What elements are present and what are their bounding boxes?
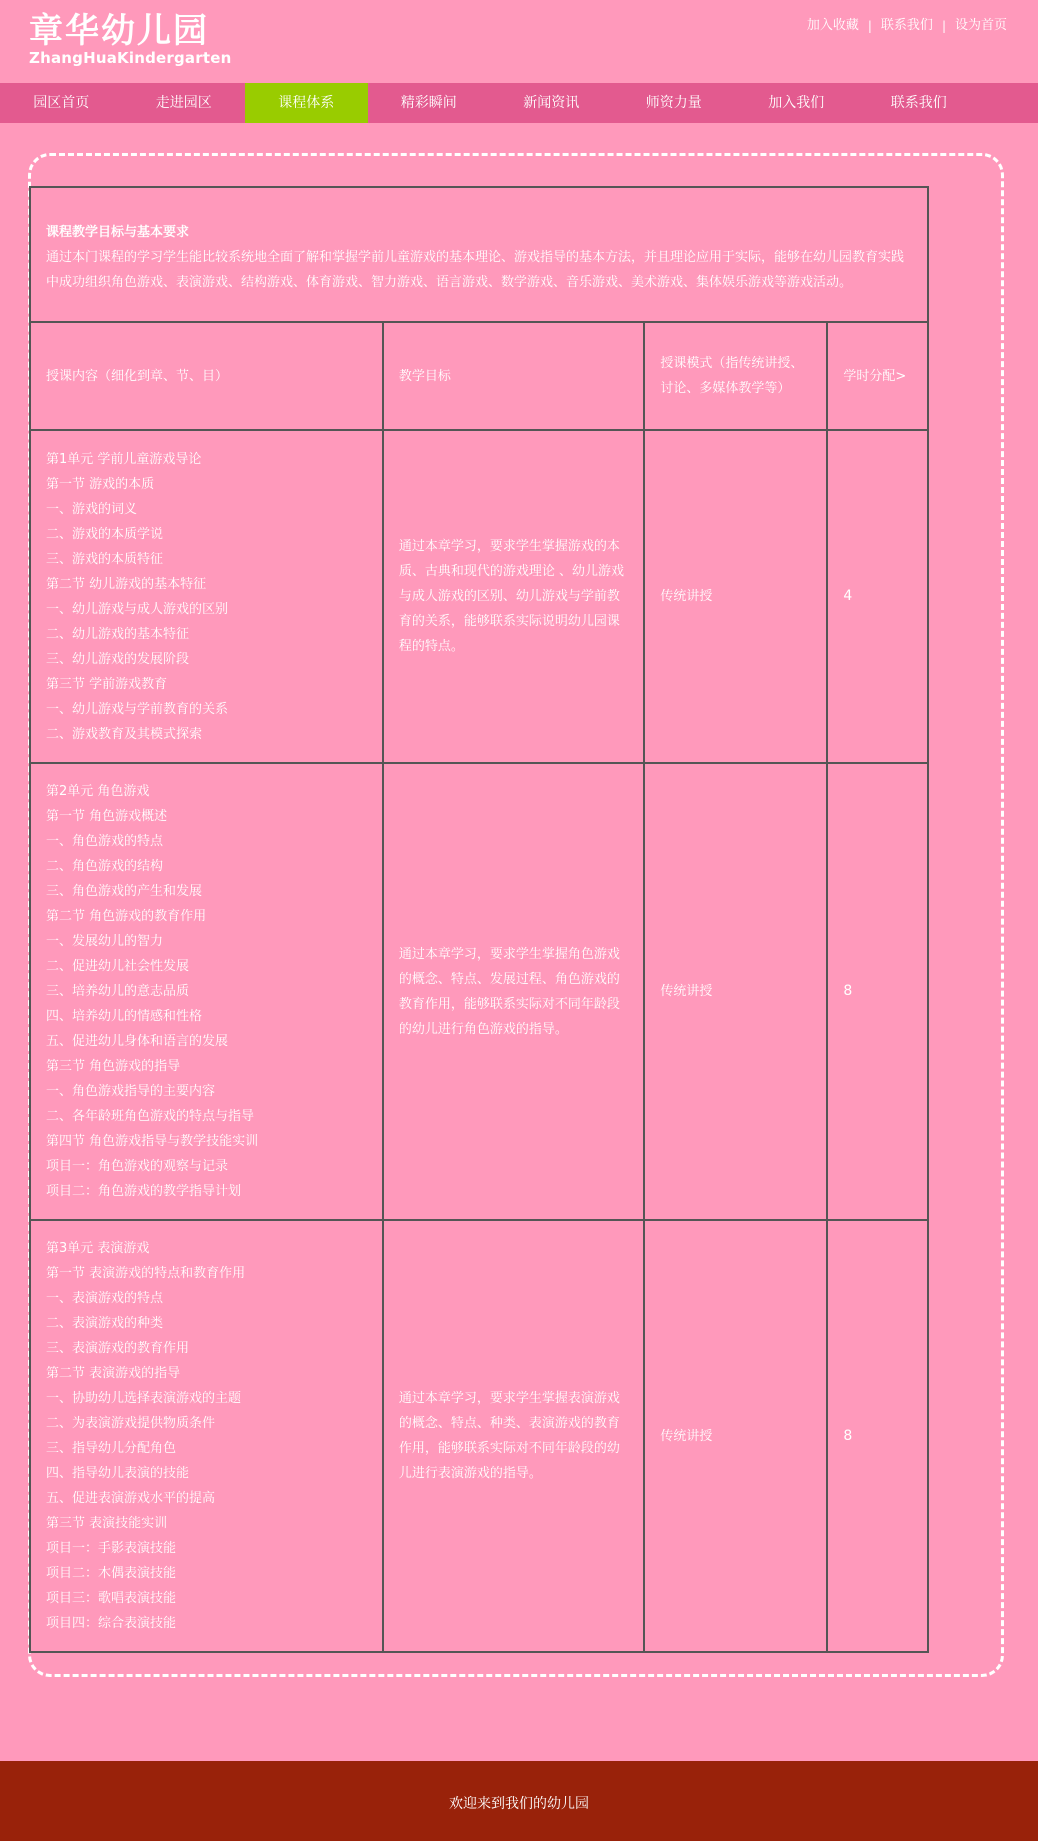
outline-line: 第三节 表演技能实训 [46,1516,168,1531]
outline-line: 四、培养幼儿的情感和性格 [46,1009,203,1024]
main-nav [0,83,1038,123]
nav-item-curriculum[interactable]: 课程体系 [245,83,368,123]
row-goal-cell: 通过本章学习，要求学生掌握角色游戏的概念、特点、发展过程、角色游戏的教育作用，能够联系实际对不同年龄段的幼儿进行角色游戏的指导。 [383,763,645,1220]
nav-item-about[interactable]: 走进园区 [155,95,212,111]
outline-line: 五、促进表演游戏水平的提高 [46,1491,216,1506]
table-row [30,1220,928,1652]
outline-line: 二、表演游戏的种类 [46,1316,164,1331]
header-goal: 教学目标 [383,322,645,430]
nav-item-moments[interactable]: 精彩瞬间 [400,95,457,111]
row-mode-cell: 传统讲授 [644,763,827,1220]
outline-line: 第二节 表演游戏的指导 [46,1366,181,1381]
footer-text: 欢迎来到我们的幼儿园 [449,1796,589,1812]
logo-chinese-name: 章华幼儿园 [29,11,209,51]
outline-line: 五、促进幼儿身体和语言的发展 [46,1034,229,1049]
outline-line: 三、指导幼儿分配角色 [46,1441,177,1456]
outline-line: 第一节 游戏的本质 [46,476,155,492]
link-separator: | [941,19,946,33]
outline-line: 项目一：手影表演技能 [46,1541,177,1556]
outline-line: 一、幼儿游戏与学前教育的关系 [46,701,229,717]
course-table [29,186,929,1653]
row-content-cell [30,1220,383,1652]
header-mode: 授课模式（指传统讲授、讨论、多媒体教学等） [644,322,827,430]
add-favorite-link[interactable]: 加入收藏 [806,18,859,33]
nav-item-contact[interactable]: 联系我们 [890,95,947,111]
intro-text: 通过本门课程的学习学生能比较系统地全面了解和掌握学前儿童游戏的基本理论、游戏指导的基本方法，并且理论应用于实际，能够在幼儿园教育实践中成功组织角色游戏、表演游戏、结构游戏、体育游戏、智力游戏、语言游戏、数学游戏、音乐游戏、美术游戏、集体娱乐游戏等游戏活动。 [46,250,905,290]
row-content-cell [30,763,383,1220]
header-content: 授课内容（细化到章、节、目） [30,322,383,430]
logo-english-name: ZhangHuaKindergarten [29,49,232,67]
outline-line: 三、表演游戏的教育作用 [46,1341,190,1356]
set-homepage-link[interactable]: 设为首页 [954,18,1007,33]
outline-line: 一、协助幼儿选择表演游戏的主题 [46,1391,242,1406]
table-header-row [30,322,928,430]
site-logo[interactable] [29,13,231,67]
outline-line: 四、指导幼儿表演的技能 [46,1466,190,1481]
outline-line: 二、游戏的本质学说 [46,526,164,542]
outline-line: 项目一：角色游戏的观察与记录 [46,1159,229,1174]
outline-line: 第1单元 学前儿童游戏导论 [46,451,202,467]
row-mode-cell: 传统讲授 [644,1220,827,1652]
table-row [30,430,928,763]
row-goal-cell: 通过本章学习，要求学生掌握表演游戏的概念、特点、种类、表演游戏的教育作用，能够联系实际对不同年龄段的幼儿进行表演游戏的指导。 [383,1220,645,1652]
table-row [30,763,928,1220]
link-separator: | [867,19,872,33]
row-mode-cell: 传统讲授 [644,430,827,763]
outline-line: 一、角色游戏指导的主要内容 [46,1084,216,1099]
outline-line: 二、幼儿游戏的基本特征 [46,626,190,642]
site-header [0,0,1038,83]
outline-line: 项目三：歌唱表演技能 [46,1591,177,1606]
outline-line: 项目二：木偶表演技能 [46,1566,177,1581]
outline-line: 二、促进幼儿社会性发展 [46,959,190,974]
outline-line: 一、角色游戏的特点 [46,834,164,849]
outline-line: 一、幼儿游戏与成人游戏的区别 [46,601,229,617]
intro-row [30,187,928,322]
outline-line: 三、游戏的本质特征 [46,551,164,567]
outline-line: 项目四：综合表演技能 [46,1616,177,1631]
outline-line: 一、表演游戏的特点 [46,1291,164,1306]
contact-us-link[interactable]: 联系我们 [880,18,933,33]
outline-line: 三、角色游戏的产生和发展 [46,884,203,899]
intro-cell [30,187,928,322]
outline-line: 第一节 表演游戏的特点和教育作用 [46,1266,246,1281]
outline-line: 二、游戏教育及其模式探索 [46,726,203,742]
nav-item-join[interactable]: 加入我们 [768,95,825,111]
outline-line: 第3单元 表演游戏 [46,1241,150,1256]
nav-item-home[interactable]: 园区首页 [33,95,90,111]
outline-line: 第四节 角色游戏指导与教学技能实训 [46,1134,259,1149]
row-content-cell [30,430,383,763]
row-hours-cell: 8 [827,1220,928,1652]
intro-title: 课程教学目标与基本要求 [46,225,190,240]
outline-line: 二、为表演游戏提供物质条件 [46,1416,216,1431]
outline-line: 二、各年龄班角色游戏的特点与指导 [46,1109,255,1124]
outline-line: 二、角色游戏的结构 [46,859,164,874]
outline-line: 第2单元 角色游戏 [46,784,150,799]
outline-line: 第一节 角色游戏概述 [46,809,168,824]
outline-line: 第三节 角色游戏的指导 [46,1059,181,1074]
nav-item-news[interactable]: 新闻资讯 [523,95,580,111]
outline-line: 三、幼儿游戏的发展阶段 [46,651,190,667]
top-links [807,18,1007,34]
outline-line: 三、培养幼儿的意志品质 [46,984,190,999]
outline-line: 第三节 学前游戏教育 [46,676,168,692]
outline-line: 一、游戏的词义 [46,501,138,517]
row-hours-cell: 4 [827,430,928,763]
row-hours-cell: 8 [827,763,928,1220]
header-hours: 学时分配> [827,322,928,430]
nav-item-teachers[interactable]: 师资力量 [645,95,702,111]
outline-line: 一、发展幼儿的智力 [46,934,164,949]
site-footer [0,1761,1038,1841]
outline-line: 项目二：角色游戏的教学指导计划 [46,1184,242,1199]
outline-line: 第二节 幼儿游戏的基本特征 [46,576,207,592]
row-goal-cell: 通过本章学习，要求学生掌握游戏的本质、古典和现代的游戏理论 、幼儿游戏与成人游戏的区别、幼儿游戏与学前教育的关系，能够联系实际说明幼儿园课程的特点。 [383,430,645,763]
outline-line: 第二节 角色游戏的教育作用 [46,909,207,924]
